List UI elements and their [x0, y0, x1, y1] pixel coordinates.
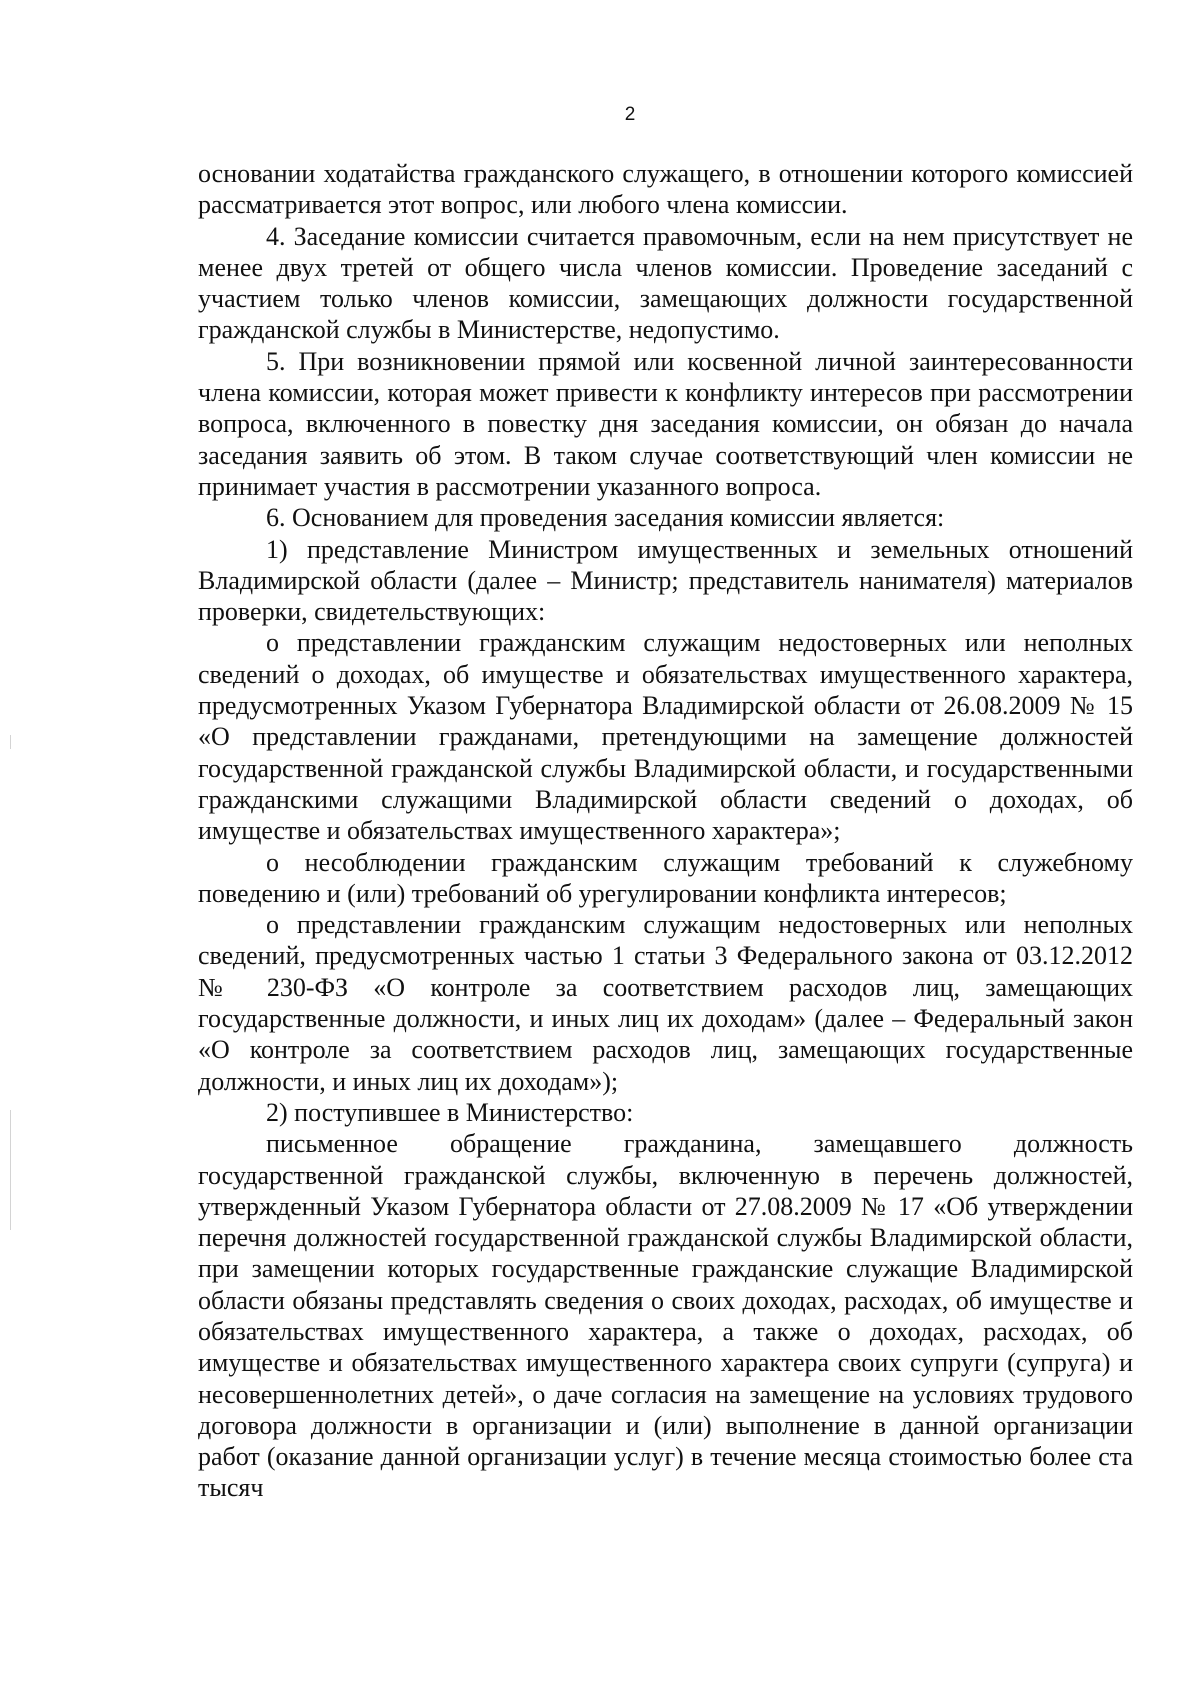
paragraph-subitem-1-case-c: о представлении гражданским служащим недостоверных или неполных сведений, предусмотренных частью 1 статьи 3 Федерального закона от 03.12.2012 № 230-ФЗ «О контроле за соответствием расходов лиц, замещающих государственные должности, и иных лиц их доходам» (далее – Федеральный закон «О контроле за соответствием расходов лиц, замещающих государственные должности, и иных лиц их доходам»); — [198, 910, 1133, 1096]
page-number: 2 — [624, 104, 636, 125]
paragraph-item-5: 5. При возникновении прямой или косвенной личной заинтересованности члена комиссии, которая может привести к конфликту интересов при рассмотрении вопроса, включенного в повестку дня заседания комиссии, он обязан до начала заседания заявить об этом. В таком случае соответствующий член комиссии не принимает участия в рассмотрении указанного вопроса. — [198, 346, 1133, 501]
paragraph-continuation: основании ходатайства гражданского служащего, в отношении которого комиссией рассматривается этот вопрос, или любого члена комиссии. — [198, 159, 1133, 220]
paragraph-subitem-2: 2) поступившее в Министерство: — [266, 1097, 634, 1127]
paragraph-subitem-1-case-b: о несоблюдении гражданским служащим требований к служебному поведению и (или) требований об урегулировании конфликта интересов; — [198, 847, 1133, 908]
paragraph-subitem-1-case-a: о представлении гражданским служащим недостоверных или неполных сведений о доходах, об имуществе и обязательствах имущественного характера, предусмотренных Указом Губернатора Владимирской области от 26.08.2009 № 15 «О представлении гражданами, претендующими на замещение должностей государственной гражданской службы Владимирской области, и государственными гражданскими служащими Владимирской области сведений о доходах, об имуществе и обязательствах имущественного характера»; — [198, 628, 1133, 846]
paragraph-item-6: 6. Основанием для проведения заседания комиссии является: — [266, 503, 945, 533]
paragraph-item-4: 4. Заседание комиссии считается правомочным, если на нем присутствует не менее двух третей от общего числа членов комиссии. Проведение заседаний с участием только членов комиссии, замещающих должности государственной гражданской службы в Министерстве, недопустимо. — [198, 221, 1133, 345]
paragraph-subitem-2-case-a: письменное обращение гражданина, замещавшего должность государственной гражданской службы, включенную в перечень должностей, утвержденный Указом Губернатора области от 27.08.2009 № 17 «Об утверждении перечня должностей государственной гражданской службы Владимирской области, при замещении которых государственные гражданские служащие Владимирской области обязаны представлять сведения о своих доходах, расходах, об имуществе и обязательствах имущественного характера, а также о доходах, расходах, об имуществе и обязательствах имущественного характера своих супруги (супруга) и несовершеннолетних детей», о даче согласия на замещение на условиях трудового договора должности в организации и (или) выполнение в данной организации работ (оказание данной организации услуг) в течение месяца стоимостью более ста тысяч — [198, 1129, 1133, 1503]
paragraph-subitem-1: 1) представление Министром имущественных и земельных отношений Владимирской области (далее – Министр; представитель нанимателя) материалов проверки, свидетельствующих: — [198, 534, 1133, 627]
document-body — [198, 158, 1133, 1504]
scan-mark — [10, 735, 11, 749]
scan-mark — [10, 1110, 11, 1230]
